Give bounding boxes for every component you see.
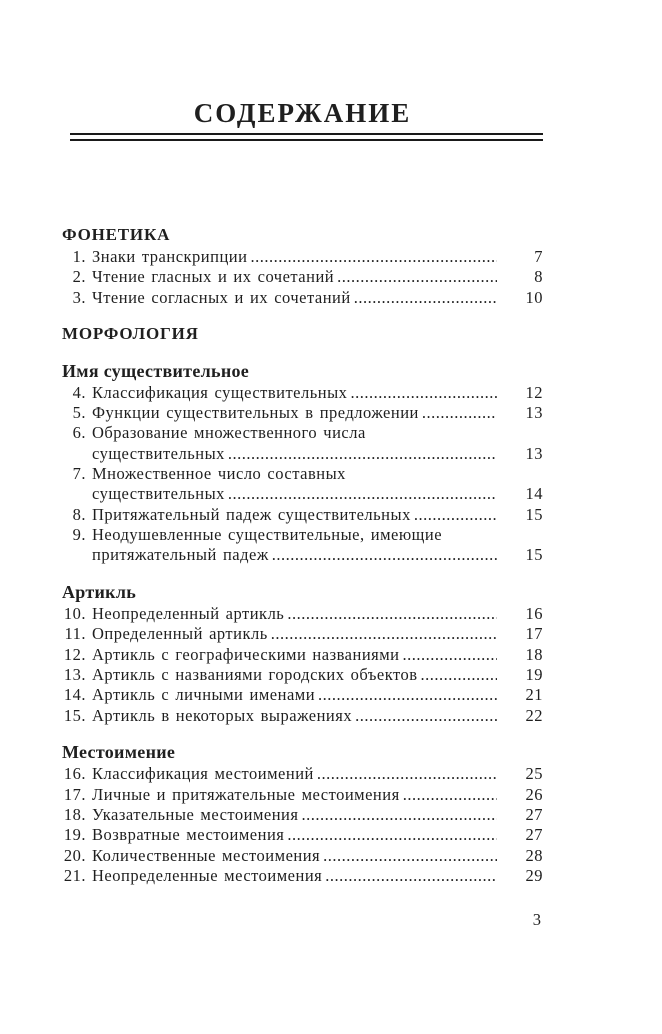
toc-section <box>62 582 543 726</box>
toc-entry <box>62 825 543 845</box>
toc-section <box>62 742 543 886</box>
toc-section <box>62 361 543 566</box>
entry-number: 16. <box>63 764 86 784</box>
entry-line-last <box>92 403 543 423</box>
toc-entry <box>62 604 543 624</box>
dot-leader <box>351 288 497 308</box>
toc-entry <box>62 685 543 705</box>
entry-page-number: 27 <box>525 804 543 824</box>
entry-body <box>92 288 543 308</box>
entry-title-text: Артикль с названиями городских объектов <box>92 664 418 684</box>
entry-line-last <box>92 764 543 784</box>
toc-entry <box>62 866 543 886</box>
entry-line-last <box>92 545 543 565</box>
entry-line-last <box>92 846 543 866</box>
dot-leader <box>225 444 497 464</box>
toc-entry <box>62 505 543 525</box>
entry-line-last <box>92 805 543 825</box>
entry-title-text: Неодушевленные существительные, имеющие <box>92 524 443 544</box>
entry-title-text: Определенный артикль <box>92 624 268 644</box>
entry-number: 9. <box>72 524 86 544</box>
entry-number: 21. <box>63 865 86 885</box>
toc-entry <box>62 706 543 726</box>
entry-body <box>92 403 543 423</box>
entry-title-text: Функции существительных в предложении <box>92 403 419 423</box>
entry-body <box>92 706 543 726</box>
entry-number: 11. <box>64 624 86 644</box>
entry-line-last <box>92 866 543 886</box>
entry-body <box>92 423 543 464</box>
entry-title-text: Артикль с географическими названиями <box>92 644 400 664</box>
toc-entry <box>62 805 543 825</box>
dot-leader <box>284 825 497 845</box>
dot-leader <box>247 247 497 267</box>
entry-page-number: 28 <box>525 845 543 865</box>
entry-number: 7. <box>72 464 86 484</box>
entry-body <box>92 645 543 665</box>
title-divider <box>70 133 543 141</box>
toc-entry <box>62 288 543 308</box>
entry-title-text: Указательные местоимения <box>92 804 299 824</box>
entry-title-text: Множественное число составных <box>92 464 346 484</box>
entry-line-last <box>92 645 543 665</box>
entry-page-number: 16 <box>525 604 543 624</box>
entry-title-text: Чтение согласных и их сочетаний <box>92 287 351 307</box>
section-heading: Местоимение <box>62 742 176 763</box>
entry-line-last <box>92 685 543 705</box>
entry-line-last <box>92 665 543 685</box>
entry-body <box>92 846 543 866</box>
entry-number: 1. <box>72 247 86 266</box>
entry-line <box>92 525 543 545</box>
entry-number: 5. <box>72 403 86 423</box>
entry-title-text: Количественные местоимения <box>92 845 321 865</box>
toc-entry <box>62 624 543 644</box>
page-number: 3 <box>532 910 541 930</box>
toc-section <box>62 225 543 308</box>
entry-page-number: 15 <box>525 504 543 524</box>
entry-body <box>92 805 543 825</box>
entry-body <box>92 505 543 525</box>
entry-number: 12. <box>63 644 86 664</box>
entry-number: 15. <box>63 705 86 725</box>
dot-leader <box>269 545 497 565</box>
entry-title-text: Неопределенный артикль <box>92 604 285 624</box>
entry-line-last <box>92 505 543 525</box>
dot-leader <box>225 484 497 504</box>
dot-leader <box>320 846 497 866</box>
entry-page-number: 13 <box>525 403 543 423</box>
dot-leader <box>322 866 497 886</box>
entry-line <box>92 423 543 443</box>
entry-number: 8. <box>72 504 86 524</box>
entry-body <box>92 665 543 685</box>
entry-number: 3. <box>72 287 86 307</box>
entry-body <box>92 267 543 287</box>
entry-body <box>92 764 543 784</box>
entry-body <box>92 247 543 267</box>
entry-number: 2. <box>72 267 86 287</box>
section-heading: Имя существительное <box>62 360 250 381</box>
toc-entry <box>62 645 543 665</box>
entry-line-last <box>92 383 543 403</box>
entry-number: 6. <box>72 423 86 443</box>
toc-entry <box>62 846 543 866</box>
dot-leader <box>284 604 497 624</box>
entry-line-last <box>92 706 543 726</box>
table-of-contents <box>62 225 543 886</box>
entry-number: 20. <box>63 845 86 865</box>
entry-body <box>92 825 543 845</box>
entry-title-text: Чтение гласных и их сочетаний <box>92 267 335 287</box>
entry-body <box>92 525 543 566</box>
entry-line-last <box>92 785 543 805</box>
entry-line <box>92 464 543 484</box>
entry-title-text: Классификация существительных <box>92 382 348 402</box>
toc-entry <box>62 267 543 287</box>
entry-body <box>92 785 543 805</box>
entry-body <box>92 464 543 505</box>
toc-entry <box>62 764 543 784</box>
entry-title-text: существительных <box>92 443 225 463</box>
entry-title-text: существительных <box>92 484 225 504</box>
entry-body <box>92 866 543 886</box>
entry-page-number: 21 <box>525 685 543 705</box>
dot-leader <box>268 624 497 644</box>
entry-title-text: Артикль в некоторых выражениях <box>92 705 353 725</box>
dot-leader <box>352 706 497 726</box>
entry-line-last <box>92 484 543 504</box>
toc-entry <box>62 247 543 267</box>
entry-number: 14. <box>63 685 86 705</box>
entry-number: 10. <box>63 604 86 624</box>
dot-leader <box>400 645 497 665</box>
entry-title-text: Артикль с личными именами <box>92 685 316 705</box>
entry-body <box>92 685 543 705</box>
entry-page-number: 25 <box>525 764 543 784</box>
entry-title-text: Классификация местоимений <box>92 764 314 784</box>
section-heading: Артикль <box>62 582 137 603</box>
entry-line-last <box>92 247 543 267</box>
dot-leader <box>315 685 497 705</box>
entry-page-number: 18 <box>525 644 543 664</box>
page-content <box>62 99 543 930</box>
entry-title-text: Неопределенные местоимения <box>92 865 323 885</box>
entry-number: 13. <box>63 664 86 684</box>
toc-entry <box>62 665 543 685</box>
dot-leader <box>334 267 497 287</box>
section-heading: МОРФОЛОГИЯ <box>62 324 199 344</box>
entry-line-last <box>92 604 543 624</box>
entry-body <box>92 624 543 644</box>
toc-entry <box>62 403 543 423</box>
toc-entry <box>62 785 543 805</box>
entry-title-text: Знаки транскрипции <box>92 247 248 266</box>
entry-title-text: Личные и притяжательные местоимения <box>92 784 400 804</box>
entry-page-number: 26 <box>525 784 543 804</box>
entry-page-number: 14 <box>525 484 543 504</box>
entry-title-text: Образование множественного числа <box>92 423 366 443</box>
dot-leader <box>411 505 497 525</box>
dot-leader <box>400 785 497 805</box>
entry-page-number: 17 <box>525 624 543 644</box>
entry-number: 4. <box>72 382 86 402</box>
toc-entry <box>62 383 543 403</box>
entry-page-number: 29 <box>525 865 543 885</box>
toc-entry <box>62 525 543 566</box>
entry-body <box>92 383 543 403</box>
entry-line-last <box>92 288 543 308</box>
entry-page-number: 22 <box>525 705 543 725</box>
entry-title-text: Возвратные местоимения <box>92 825 285 845</box>
entry-number: 17. <box>63 784 86 804</box>
entry-line-last <box>92 444 543 464</box>
entry-page-number: 15 <box>525 545 543 565</box>
entry-page-number: 13 <box>525 443 543 463</box>
entry-line-last <box>92 624 543 644</box>
dot-leader <box>418 665 497 685</box>
page-title: СОДЕРЖАНИЕ <box>193 98 412 128</box>
toc-entry <box>62 423 543 464</box>
entry-line-last <box>92 267 543 287</box>
entry-page-number: 12 <box>525 382 543 402</box>
toc-section <box>62 324 543 344</box>
entry-body <box>92 604 543 624</box>
toc-entry <box>62 464 543 505</box>
entry-page-number: 19 <box>525 664 543 684</box>
entry-page-number: 27 <box>525 825 543 845</box>
dot-leader <box>314 764 497 784</box>
entry-line-last <box>92 825 543 845</box>
dot-leader <box>419 403 497 423</box>
entry-title-text: Притяжательный падеж существительных <box>92 504 411 524</box>
entry-title-text: притяжательный падеж <box>92 545 269 565</box>
dot-leader <box>298 805 497 825</box>
section-heading: ФОНЕТИКА <box>62 225 171 244</box>
entry-number: 19. <box>63 825 86 845</box>
entry-page-number: 8 <box>534 267 543 287</box>
entry-page-number: 7 <box>534 247 543 266</box>
entry-page-number: 10 <box>525 287 543 307</box>
entry-number: 18. <box>63 804 86 824</box>
dot-leader <box>347 383 497 403</box>
